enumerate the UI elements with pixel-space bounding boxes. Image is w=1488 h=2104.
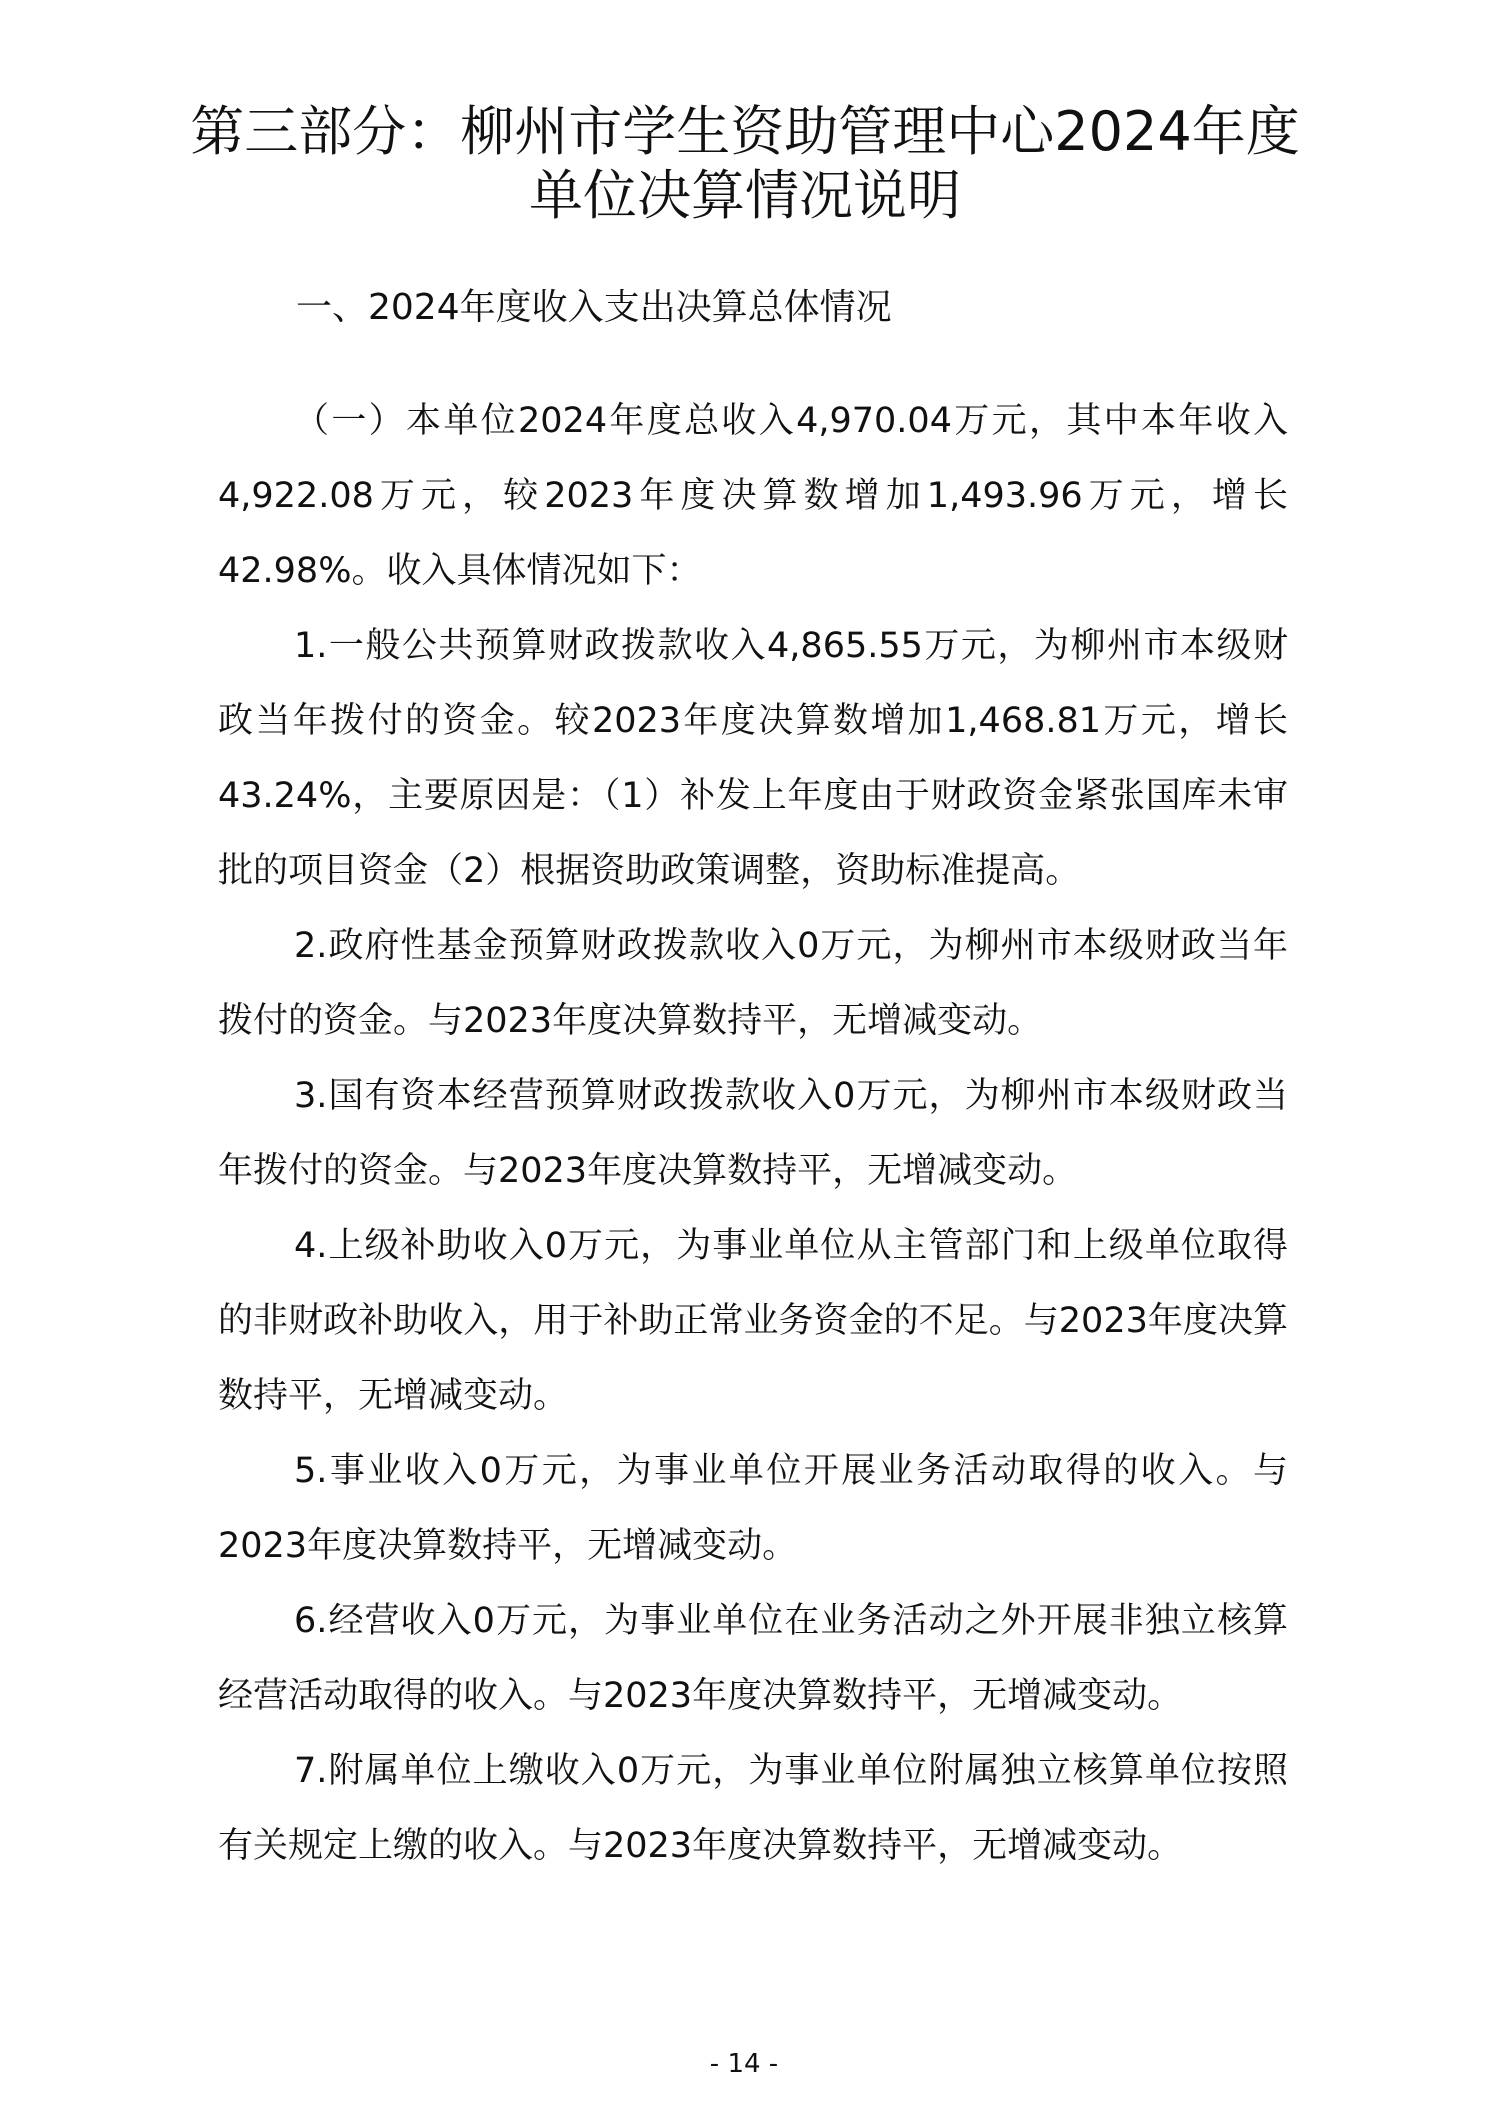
page-number: - 14 - <box>709 2049 779 2079</box>
page-title: 第三部分：柳州市学生资助管理中心2024年度单位决算情况说明 <box>190 100 1300 227</box>
paragraph-government-fund: 2.政府性基金预算财政拨款收入0万元，为柳州市本级财政当年拨付的资金。与2023年度决算数持平，无增减变动。 <box>218 926 1288 1041</box>
paragraph-operating-income: 6.经营收入0万元，为事业单位在业务活动之外开展非独立核算经营活动取得的收入。与2023年度决算数持平，无增减变动。 <box>218 1601 1288 1716</box>
paragraph-total-income: （一）本单位2024年度总收入4,970.04万元，其中本年收入4,922.08万元，较2023年度决算数增加1,493.96万元，增长42.98%。收入具体情况如下： <box>218 401 1288 591</box>
section-heading: 一、2024年度收入支出决算总体情况 <box>296 287 892 328</box>
paragraph-superior-subsidy: 4.上级补助收入0万元，为事业单位从主管部门和上级单位取得的非财政补助收入，用于补助正常业务资金的不足。与2023年度决算数持平，无增减变动。 <box>218 1226 1288 1416</box>
paragraph-state-capital: 3.国有资本经营预算财政拨款收入0万元，为柳州市本级财政当年拨付的资金。与2023年度决算数持平，无增减变动。 <box>218 1076 1288 1191</box>
paragraph-affiliated-units: 7.附属单位上缴收入0万元，为事业单位附属独立核算单位按照有关规定上缴的收入。与2023年度决算数持平，无增减变动。 <box>218 1751 1288 1866</box>
body-text <box>218 384 1288 1884</box>
paragraph-general-budget: 1.一般公共预算财政拨款收入4,865.55万元，为柳州市本级财政当年拨付的资金。较2023年度决算数增加1,468.81万元，增长43.24%，主要原因是：（1）补发上年度由于财政资金紧张国库未审批的项目资金（2）根据资助政策调整，资助标准提高。 <box>218 626 1288 891</box>
paragraph-business-income: 5.事业收入0万元，为事业单位开展业务活动取得的收入。与2023年度决算数持平，无增减变动。 <box>218 1451 1288 1566</box>
